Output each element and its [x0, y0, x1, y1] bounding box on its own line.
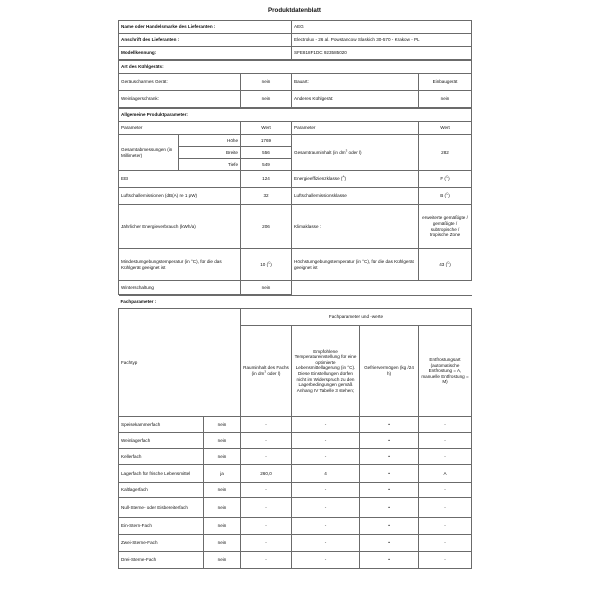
col-freezing-capacity: Gefriervermögen (kg /24 h) [360, 326, 419, 417]
wine-cabinet-label: Weinlagerschrank: [119, 91, 241, 108]
model-id-value: SFE818F1DC 923585020 [292, 47, 472, 60]
supplier-address-label: Anschrift des Lieferanten : [119, 34, 292, 47]
table-row: Drei-Sterne-Fach nein - - • - [119, 552, 472, 569]
device-type-row [119, 74, 472, 91]
device-type-table [118, 60, 472, 108]
model-id-label: Modellkennung: [119, 47, 292, 60]
col-defrost-type: Entfrostungsart (automatische Entfrostung = A, manuelle Entfrostung = M) [419, 326, 472, 417]
design-type-value: Einbaugerät [419, 74, 472, 91]
max-temp-label: Höchstumgebungstemperatur (in °C), für die das Kühlgerät geeignet ist [292, 249, 419, 281]
noise-class-label: Luftschallemissionsklasse [292, 188, 419, 205]
col-compartment-type: Fachtyp [119, 309, 241, 417]
general-heading: Allgemeine Produktparameter: [119, 109, 472, 122]
noise-emission-label: Luftschallemissionen (dB(A) re 1 pW) [119, 188, 241, 205]
min-temp-value: 10 ($^C$) [241, 249, 292, 281]
compartment-rows [119, 417, 472, 569]
width-value: 556 [241, 147, 292, 159]
other-appliance-value: nein [419, 91, 472, 108]
noise-class-value: B ($^C$) [419, 188, 472, 205]
energy-class-label: Energieeffizienzklasse ($^A$) [292, 171, 419, 188]
table-row: Speisekammerfach nein - - • - [119, 417, 472, 433]
min-temp-label: Mindestumgebungstemperatur (in °C), für die das Kühlgerät geeignet ist [119, 249, 241, 281]
product-data-sheet [118, 6, 471, 569]
wine-cabinet-value: nein [241, 91, 292, 108]
col-compartment-volume: Rauminhalt des Fachs (in $dm^3$ oder l) [241, 326, 292, 417]
supplier-name-label: Name oder Handelsmarke des Lieferanten : [119, 21, 292, 34]
winter-mode-label: Winterschaltung [119, 281, 241, 295]
col-parameter-header: Parameter [119, 122, 241, 135]
document-title: Produktdatenblatt [268, 7, 321, 14]
annual-energy-label: Jährlicher Energieverbrauch (kWh/a) [119, 205, 241, 249]
low-noise-label: Geräuscharmes Gerät: [119, 74, 241, 91]
col-value-header: Wert [419, 122, 472, 135]
supplier-table [118, 20, 472, 60]
height-label: Höhe [179, 135, 241, 147]
table-row: Kaltlagerfach nein - - • - [119, 483, 472, 498]
design-type-label: Bauart: [292, 74, 419, 91]
annual-energy-value: 206 [241, 205, 292, 249]
width-label: Breite [179, 147, 241, 159]
other-appliance-label: Anderes Kühlgerät: [292, 91, 419, 108]
energy-class-value: F ($^C$) [419, 171, 472, 188]
depth-value: 549 [241, 159, 292, 171]
total-volume-value: 282 [419, 135, 472, 171]
climate-class-label: Klimaklasse : [292, 205, 419, 249]
table-row: Weinlagerfach nein - - • - [119, 433, 472, 449]
table-row: Lagerfach für frische Lebensmittel ja 260,0 4 • A [119, 465, 472, 483]
table-row: Zwei-Sterne-Fach nein - - • - [119, 535, 472, 552]
eei-label: EEI [119, 171, 241, 188]
col-parameter-header: Parameter [292, 122, 419, 135]
device-type-row [119, 91, 472, 108]
supplier-address-value: Electrolux - 26 al. Powstancow Slaskich 30-570 - Krakow - PL [292, 34, 472, 47]
compartment-heading: Fachparameter : [119, 296, 472, 309]
low-noise-value: nein [241, 74, 292, 91]
winter-mode-value: nein [241, 281, 292, 295]
col-recommended-temp: Empfohlene Temperatureinstellung für eine optimierte Lebensmittellagerung (in °C). Diese Einstellungen dürfen nicht im Widerspruch zu den Lagerbedingungen gemäß Anhang IV Tabelle 3 stehen; [292, 326, 360, 417]
table-row: Ein-Stern-Fach nein - - • - [119, 518, 472, 535]
compartment-group-header: Fachparameter und -werte [241, 309, 472, 326]
max-temp-value: 43 ($^C$) [419, 249, 472, 281]
depth-label: Tiefe [179, 159, 241, 171]
table-row: Kellerfach nein - - • - [119, 449, 472, 465]
total-volume-label: Gesamtrauminhalt (in $dm^3$ oder l) [292, 135, 419, 171]
col-value-header: Wert [241, 122, 292, 135]
dimensions-label: Gesamtabmessungen (in Millimeter) [119, 135, 179, 171]
table-row: Null-Sterne- oder Eisbereiterfach nein - - • - [119, 498, 472, 518]
device-type-heading: Art des Kühlgeräts: [119, 61, 472, 74]
height-value: 1769 [241, 135, 292, 147]
noise-emission-value: 32 [241, 188, 292, 205]
eei-value: 124 [241, 171, 292, 188]
general-parameters-table [118, 108, 472, 295]
supplier-name-value: AEG [292, 21, 472, 34]
compartment-table [118, 295, 472, 569]
climate-class-value: erweiterte gemäßigte / gemäßigte / subtropische / tropische Zone [419, 205, 472, 249]
